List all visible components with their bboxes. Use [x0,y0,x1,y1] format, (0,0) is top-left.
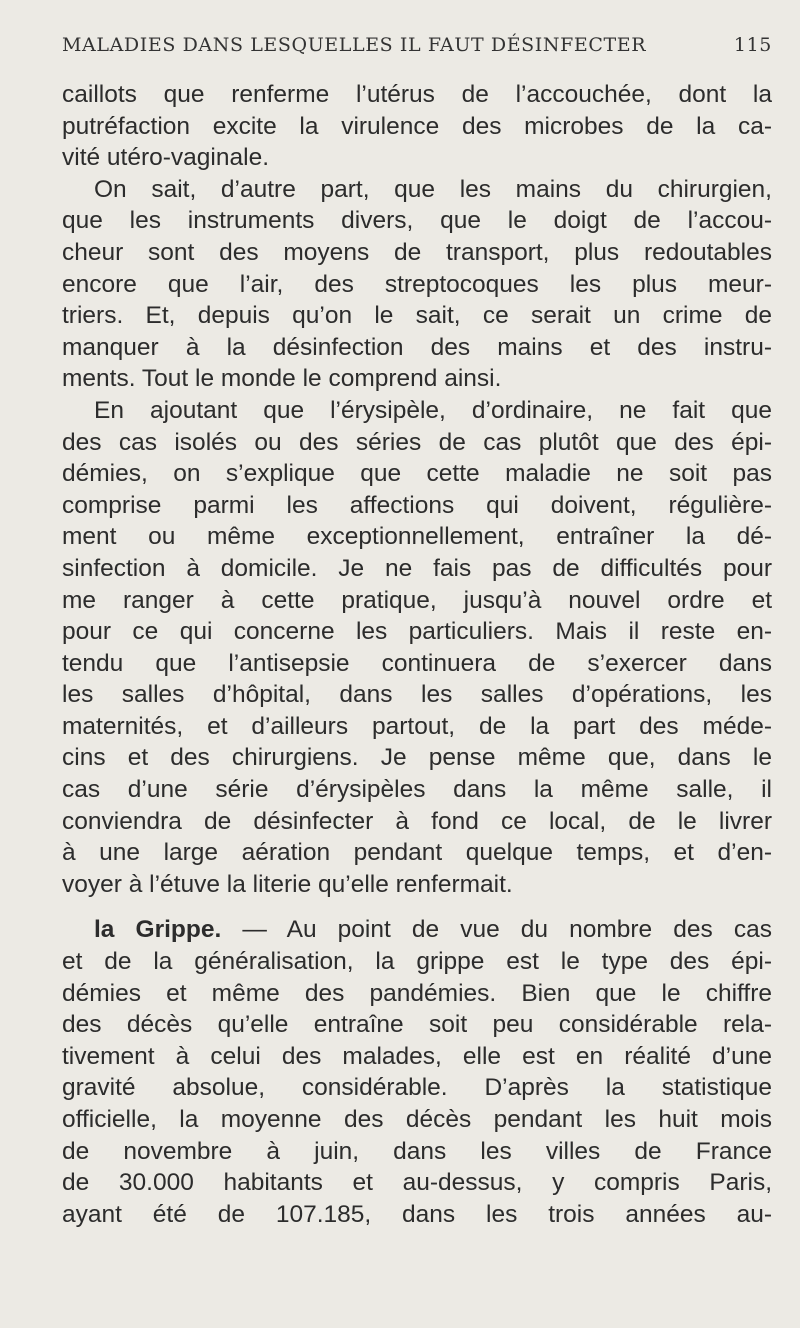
text-line: conviendra de désinfecter à fond ce local, de le livrer [62,807,772,835]
text-line: me ranger à cette pratique, jusqu’à nouvel ordre et [62,586,772,614]
text-line: à une large aération pendant quelque temps, et d’en- [62,839,772,867]
text-line: et de la généralisation, la grippe est le type des épi- [62,948,772,976]
text-line: putréfaction excite la virulence des microbes de la ca- [62,112,772,140]
text-line: ments. Tout le monde le comprend ainsi. [62,365,502,393]
text-line: démies, on s’explique que cette maladie ne soit pas [62,460,772,488]
paragraph [62,395,772,901]
text-line: des décès qu’elle entraîne soit peu considérable rela- [62,1011,772,1039]
text-line: des cas isolés ou des séries de cas plutôt que des épi- [62,428,772,456]
section-heading: la Grippe. [94,916,222,944]
text-line: vité utéro-vaginale. [62,144,270,172]
text-line: manquer à la désinfection des mains et des instru- [62,333,772,361]
section-first-line-text: — Au point de vue du nombre des cas [221,916,772,944]
text-line: cheur sont des moyens de transport, plus redoutables [62,238,772,266]
text-line: ment ou même exceptionnellement, entraîner la dé- [62,523,772,551]
section-gap [62,900,772,914]
text-line: les salles d’hôpital, dans les salles d’opérations, les [62,681,772,709]
paragraph [62,79,772,174]
body-text [62,79,772,1230]
text-line: démies et même des pandémies. Bien que le chiffre [62,979,772,1007]
text-line: pour ce qui concerne les particuliers. Mais il reste en- [62,618,772,646]
section-first-line [62,914,772,946]
text-line: maternités, et d’ailleurs partout, de la part des méde- [62,712,772,740]
text-line: encore que l’air, des streptocoques les plus meur- [62,270,772,298]
text-line: officielle, la moyenne des décès pendant les huit mois [62,1106,772,1133]
text-line: que les instruments divers, que le doigt de l’accou- [62,207,772,235]
text-line: sinfection à domicile. Je ne fais pas de difficultés pour [62,554,772,582]
running-header [62,34,772,64]
text-line: comprise parmi les affections qui doivent, régulière- [62,491,772,519]
text-line: cins et des chirurgiens. Je pense même que, dans le [62,744,772,772]
text-line: ayant été de 107.185, dans les trois années au- [62,1200,772,1228]
paragraph [62,174,772,395]
text-line: caillots que renferme l’utérus de l’accouchée, dont la [62,81,772,108]
section-grippe [62,914,772,1230]
text-line: gravité absolue, considérable. D’après la statistique [62,1074,772,1102]
text-line: tendu que l’antisepsie continuera de s’exercer dans [62,649,772,677]
text-line: de 30.000 habitants et au-dessus, y compris Paris, [62,1169,772,1197]
page-number: 115 [733,34,772,56]
text-line: On sait, d’autre part, que les mains du chirurgien, [94,175,772,203]
text-line: de novembre à juin, dans les villes de France [62,1137,772,1165]
text-line: cas d’une série d’érysipèles dans la même salle, il [62,776,772,804]
running-title: MALADIES DANS LESQUELLES IL FAUT DÉSINFECTER [62,34,647,56]
text-line: triers. Et, depuis qu’on le sait, ce serait un crime de [62,302,772,330]
text-line: En ajoutant que l’érysipèle, d’ordinaire, ne fait que [94,396,772,424]
text-line: voyer à l’étuve la literie qu’elle renfermait. [62,870,513,898]
text-line: tivement à celui des malades, elle est en réalité d’une [62,1042,772,1070]
